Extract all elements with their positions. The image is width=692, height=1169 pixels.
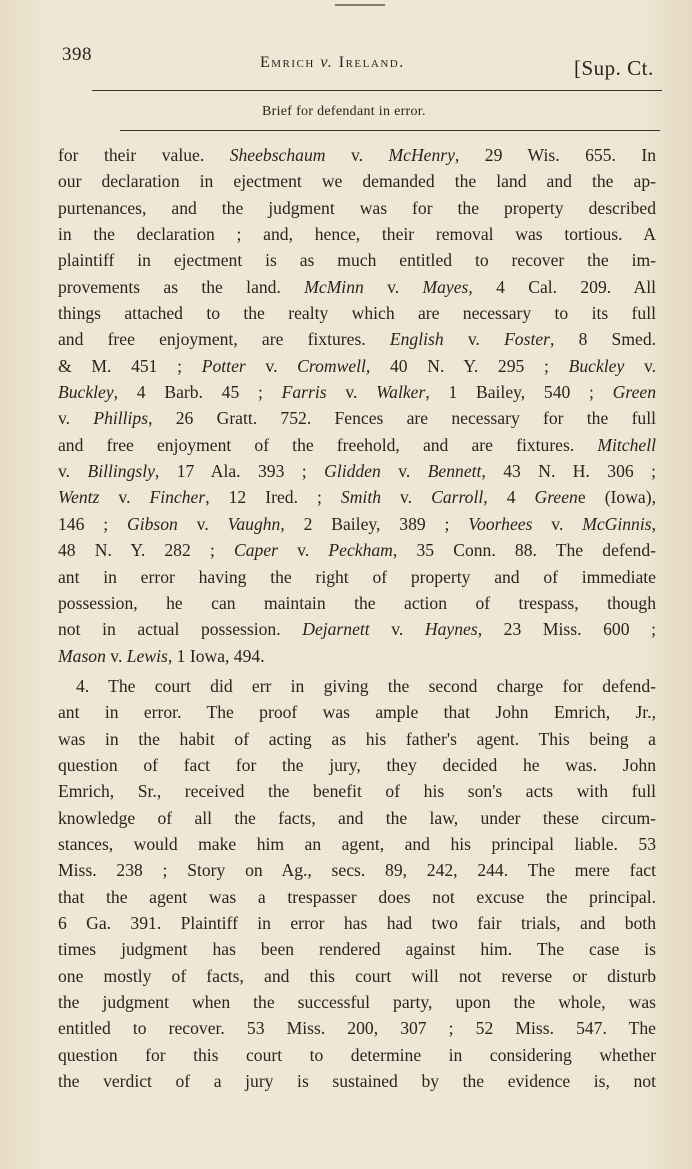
paragraph-1 <box>58 142 658 669</box>
case-title: Emrich v. Ireland. <box>260 54 405 71</box>
text-line: Emrich, Sr., received the benefit of his son's acts with full <box>58 781 656 802</box>
text-line: 146 ; Gibson v. Vaughn, 2 Bailey, 389 ; Voorhees v. McGinnis, <box>58 513 656 534</box>
page-number: 398 <box>62 44 92 65</box>
text-line: the judgment when the successful party, upon the whole, was <box>58 992 656 1012</box>
header-rule-bottom <box>120 130 660 131</box>
text-line: question for this court to determine in considering whether <box>58 1044 656 1065</box>
text-line: 4. The court did err in giving the second charge for defend- <box>76 675 656 696</box>
text-line: possession, he can maintain the action of trespass, though <box>58 592 656 613</box>
paragraph-2 <box>58 673 658 1095</box>
text-line: that the agent was a trespasser does not excuse the principal. <box>58 886 656 907</box>
text-line: Mason v. Lewis, 1 Iowa, 494. <box>58 645 265 666</box>
brief-subheading: Brief for defendant in error. <box>262 104 426 119</box>
text-line: and free enjoyment of the freehold, and are fixtures. Mitchell <box>58 434 656 455</box>
text-line: purtenances, and the judgment was for the property described <box>58 197 656 218</box>
binding-mark <box>335 0 385 6</box>
text-line: entitled to recover. 53 Miss. 200, 307 ; 52 Miss. 547. The <box>58 1018 656 1039</box>
text-line: 6 Ga. 391. Plaintiff in error has had two fair trials, and both <box>58 912 656 933</box>
text-line: and free enjoyment, are fixtures. English v. Foster, 8 Smed. <box>58 329 657 350</box>
text-line: times judgment has been rendered against him. The case is <box>58 939 656 960</box>
text-line: ant in error having the right of property and of immediate <box>58 566 656 587</box>
text-line: in the declaration ; and, hence, their removal was tortious. A <box>58 224 656 245</box>
text-line: knowledge of all the facts, and the law, under these circum- <box>58 807 656 828</box>
text-line: v. Phillips, 26 Gratt. 752. Fences are necessary for the full <box>58 408 656 429</box>
text-line: & M. 451 ; Potter v. Cromwell, 40 N. Y. 295 ; Buckley v. <box>58 355 657 376</box>
text-line: things attached to the realty which are necessary to its full <box>58 303 656 324</box>
text-line: Buckley, 4 Barb. 45 ; Farris v. Walker, 1 Bailey, 540 ; Green <box>58 382 656 403</box>
text-line: Miss. 238 ; Story on Ag., secs. 89, 242, 244. The mere fact <box>58 860 656 881</box>
text-line: question of fact for the jury, they decided he was. John <box>58 754 656 775</box>
text-line: ant in error. The proof was ample that John Emrich, Jr., <box>58 702 656 723</box>
text-line: v. Billingsly, 17 Ala. 393 ; Glidden v. Bennett, 43 N. H. 306 ; <box>58 461 656 482</box>
text-line: provements as the land. McMinn v. Mayes, 4 Cal. 209. All <box>58 276 656 297</box>
court-label: [Sup. Ct. <box>574 56 654 80</box>
header-rule-top <box>92 90 662 91</box>
text-line: Wentz v. Fincher, 12 Ired. ; Smith v. Carroll, 4 Greene (Iowa), <box>58 487 656 508</box>
text-line: the verdict of a jury is sustained by the evidence is, not <box>58 1071 656 1092</box>
text-line: plaintiff in ejectment is as much entitled to recover the im- <box>58 250 656 271</box>
text-line: 48 N. Y. 282 ; Caper v. Peckham, 35 Conn. 88. The defend- <box>58 540 657 561</box>
body-text <box>58 142 658 1094</box>
text-line: for their value. Sheebschaum v. McHenry, 29 Wis. 655. In <box>58 145 656 165</box>
text-line: was in the habit of acting as his father's agent. This being a <box>58 728 656 749</box>
text-line: stances, would make him an agent, and his principal liable. 53 <box>58 833 656 854</box>
text-line: one mostly of facts, and this court will not reverse or disturb <box>58 965 656 986</box>
text-line: our declaration in ejectment we demanded the land and the ap- <box>58 171 656 192</box>
text-line: not in actual possession. Dejarnett v. Haynes, 23 Miss. 600 ; <box>58 619 656 640</box>
running-head <box>62 38 672 86</box>
